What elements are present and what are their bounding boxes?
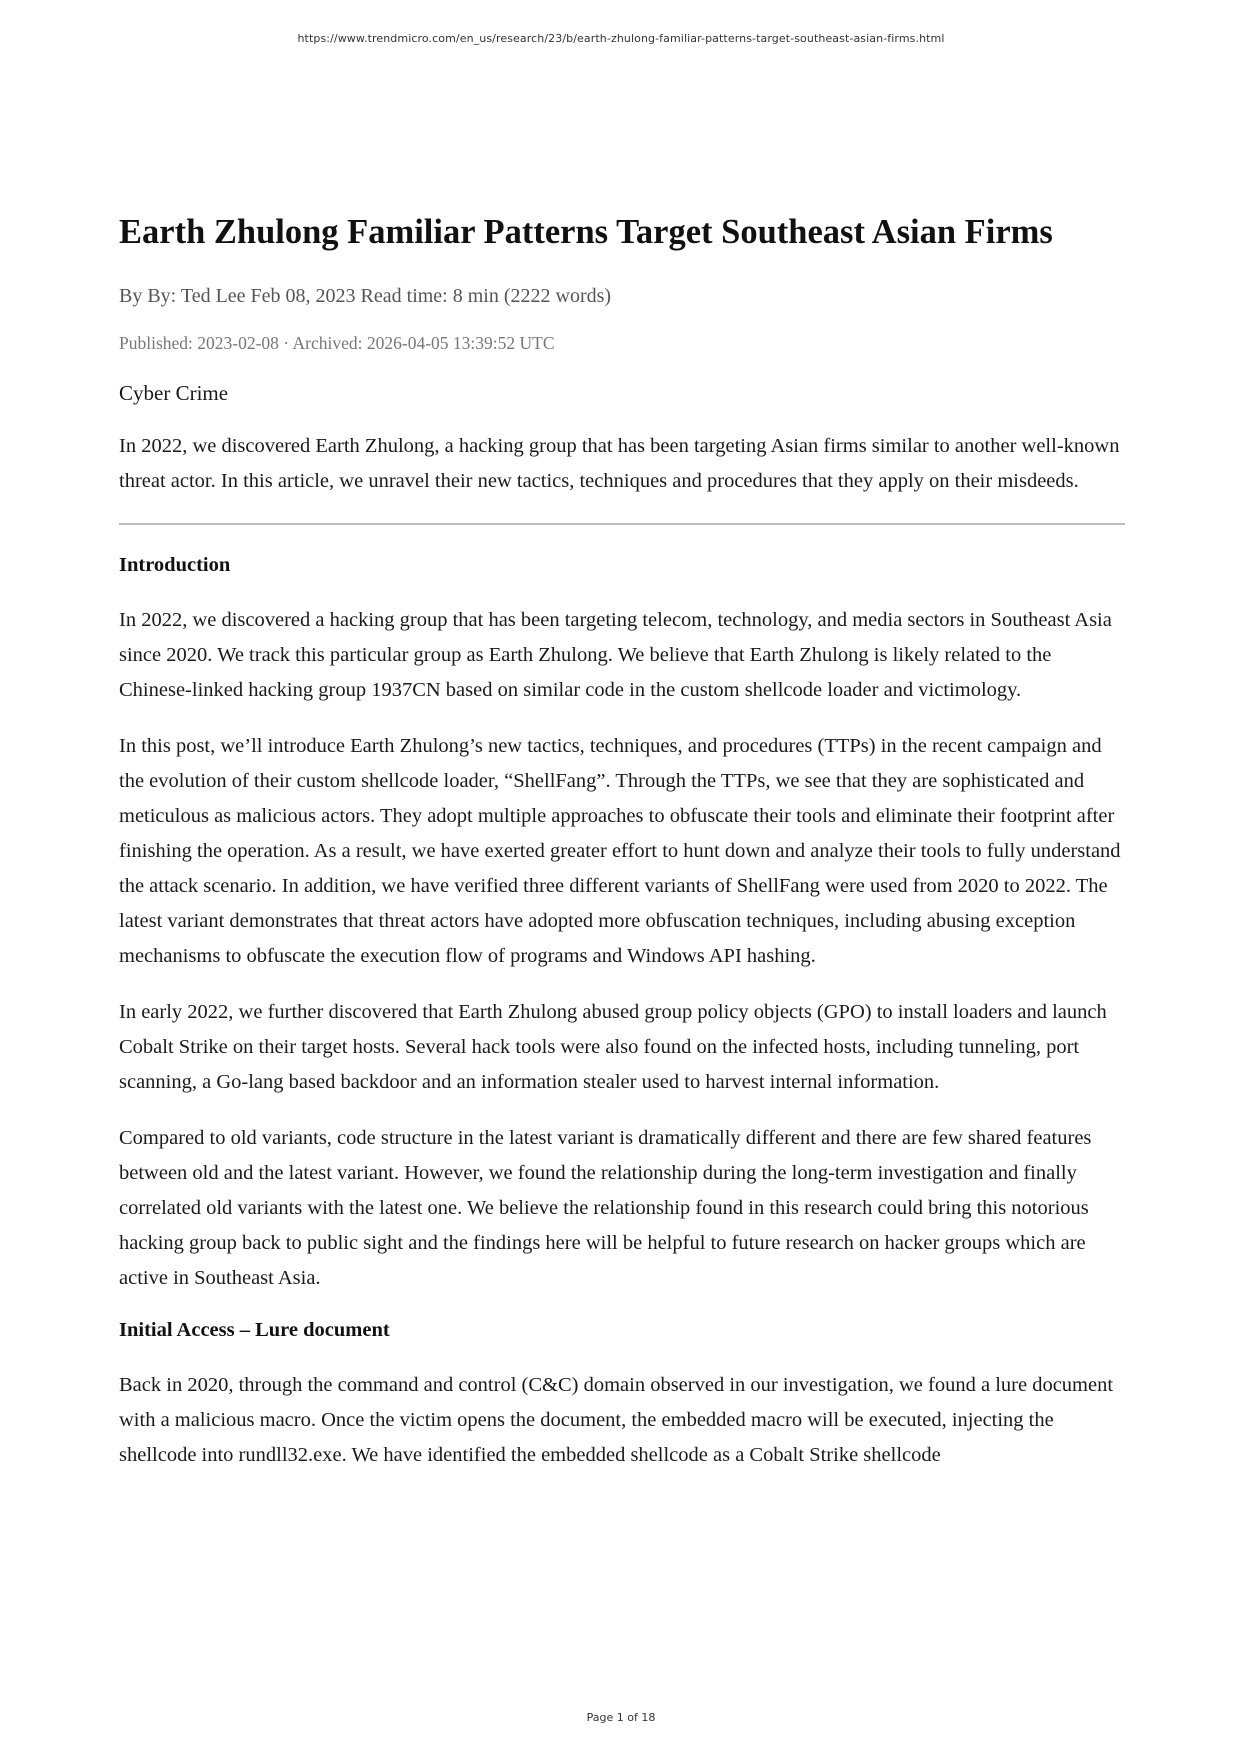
paragraph: In 2022, we discovered a hacking group that has been targeting telecom, technology, and media sectors in Southeast Asia since 2020. We track this particular group as Earth Zhulong. We believe that Earth Zhulong is likely related to the Chinese-linked hacking group 1937CN based on similar code in the custom shellcode loader and victimology.	[119, 609, 1112, 701]
article-title: Earth Zhulong Familiar Patterns Target Southeast Asian Firms	[119, 213, 1053, 251]
paragraph: Back in 2020, through the command and control (C&C) domain observed in our investigation, we found a lure document with a malicious macro. Once the victim opens the document, the embedded macro will be executed, injecting the shellcode into rundll32.exe. We have identified the embedded shellcode as a Cobalt Strike shellcode	[119, 1374, 1114, 1466]
publish-info: Published: 2023-02-08 · Archived: 2026-04-05 13:39:52 UTC	[119, 333, 555, 353]
section-heading-introduction: Introduction	[119, 554, 231, 576]
article	[119, 210, 1125, 1473]
paragraph: In early 2022, we further discovered that Earth Zhulong abused group policy objects (GPO) to install loaders and launch Cobalt Strike on their target hosts. Several hack tools were also found on the infected hosts, including tunneling, port scanning, a Go-lang based backdoor and an information stealer used to harvest internal information.	[119, 1001, 1107, 1093]
section-heading-initial-access: Initial Access – Lure document	[119, 1319, 390, 1341]
page-number: Page 1 of 18	[586, 1711, 656, 1724]
article-byline: By By: Ted Lee Feb 08, 2023 Read time: 8 min (2222 words)	[119, 285, 612, 307]
paragraph: Compared to old variants, code structure in the latest variant is dramatically different and there are few shared features between old and the latest variant. However, we found the relationship during the long-term investigation and finally correlated old variants with the latest one. We believe the relationship found in this research could bring this notorious hacking group back to public sight and the findings here will be helpful to future research on hacker groups which are active in Southeast Asia.	[119, 1127, 1092, 1289]
article-category: Cyber Crime	[119, 381, 229, 405]
article-lede: In 2022, we discovered Earth Zhulong, a hacking group that has been targeting Asian firms similar to another well-known threat actor. In this article, we unravel their new tactics, techniques and procedures that they apply on their misdeeds.	[119, 435, 1120, 492]
source-url: https://www.trendmicro.com/en_us/research/23/b/earth-zhulong-familiar-patterns-target-southeast-asian-firms.html	[297, 32, 945, 45]
paragraph: In this post, we’ll introduce Earth Zhulong’s new tactics, techniques, and procedures (TTPs) in the recent campaign and the evolution of their custom shellcode loader, “ShellFang”. Through the TTPs, we see that they are sophisticated and meticulous as malicious actors. They adopt multiple approaches to obfuscate their tools and eliminate their footprint after finishing the operation. As a result, we have exerted greater effort to hunt down and analyze their tools to fully understand the attack scenario. In addition, we have verified three different variants of ShellFang were used from 2020 to 2022. The latest variant demonstrates that threat actors have adopted more obfuscation techniques, including abusing exception mechanisms to obfuscate the execution flow of programs and Windows API hashing.	[119, 735, 1121, 967]
divider	[119, 523, 1125, 525]
